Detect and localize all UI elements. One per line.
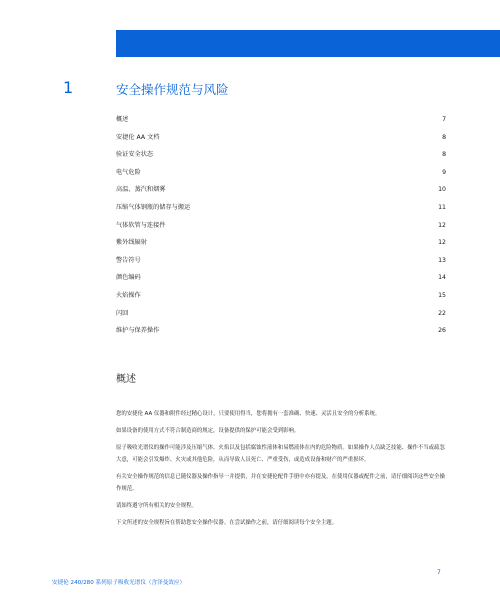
toc-label: 闪回	[116, 309, 129, 317]
body-paragraph: 下文所述的安全规程旨在帮助您安全操作仪器。在尝试操作之前，请仔细阅读每个安全主题。	[116, 520, 338, 526]
toc-label: 紫外线辐射	[116, 239, 147, 247]
footer-title: 安捷伦 240/280 系列原子吸收光谱仪（含泽曼效应）	[52, 580, 186, 586]
body-paragraph: 请始终遵守所有相关的安全规程。	[116, 503, 197, 509]
toc-label: 电气危险	[116, 168, 141, 176]
toc-item[interactable]	[116, 204, 446, 222]
section-title: 概述	[116, 374, 136, 385]
toc-item[interactable]	[116, 310, 446, 328]
toc-page: 13	[438, 256, 446, 264]
toc-label: 火焰操作	[116, 291, 141, 299]
toc-label: 警告符号	[116, 256, 141, 264]
toc-page: 15	[438, 291, 446, 299]
toc-item[interactable]	[116, 116, 446, 134]
toc-page: 9	[442, 168, 446, 176]
toc-page: 7	[442, 116, 446, 123]
body-paragraph: 您的安捷伦 AA 仪器和附件经过精心设计，只要使用得当，您将拥有一套准确、快速、灵活且安全的分析系统。	[116, 411, 381, 417]
header-bar	[116, 30, 500, 57]
toc-page: 14	[438, 274, 446, 282]
toc-label: 概述	[116, 116, 129, 123]
toc-item[interactable]	[116, 134, 446, 152]
body-paragraph: 原子吸收光谱仪的操作可能涉及压缩气体、火焰以及包括腐蚀性液体和易燃液体在内的危险物质。如果操作人员缺乏技能、操作不当或疏忽大意，可能会引发爆炸、火灾或其他危险，从而导致人员死亡、严重受伤，或造成设备和财产的严重损坏。	[116, 445, 445, 463]
toc-label: 颜色编码	[116, 274, 141, 282]
toc-page: 22	[438, 309, 446, 317]
toc-label: 压缩气体钢瓶的储存与搬运	[116, 203, 191, 211]
toc-page: 12	[438, 239, 446, 247]
toc-item[interactable]	[116, 327, 446, 345]
toc-page: 10	[438, 186, 446, 194]
chapter-title: 安全操作规范与风险	[116, 82, 229, 97]
section-body	[116, 408, 446, 534]
toc-item[interactable]	[116, 292, 446, 310]
toc-item[interactable]	[116, 169, 446, 187]
toc-item[interactable]	[116, 186, 446, 204]
toc-page: 8	[442, 133, 446, 141]
toc-label: 安捷伦 AA 文档	[116, 133, 160, 141]
table-of-contents	[116, 116, 446, 345]
toc-label: 维护与保养操作	[116, 327, 160, 335]
toc-item[interactable]	[116, 222, 446, 240]
toc-page: 26	[438, 327, 446, 335]
toc-item[interactable]	[116, 257, 446, 275]
toc-label: 验证安全状态	[116, 151, 154, 159]
toc-label: 气体软管与连接件	[116, 221, 166, 229]
toc-page: 12	[438, 221, 446, 229]
body-paragraph: 有关安全操作规范的信息已随仪器及操作指导一并提供，并在安捷伦配件手册中亦有提及。在使用仪器或配件之前，请仔细阅读这些安全操作规范。	[116, 474, 445, 492]
toc-label: 高温、蒸汽和烟雾	[116, 186, 166, 194]
toc-page: 11	[438, 203, 446, 211]
toc-item[interactable]	[116, 274, 446, 292]
chapter-number: 1	[63, 78, 74, 97]
body-paragraph: 如果设备的使用方式不符合制造商的规定，设备提供的保护可能会受到影响。	[116, 428, 300, 434]
footer-page-number: 7	[437, 569, 441, 576]
toc-item[interactable]	[116, 239, 446, 257]
toc-page: 8	[442, 151, 446, 159]
toc-item[interactable]	[116, 151, 446, 169]
